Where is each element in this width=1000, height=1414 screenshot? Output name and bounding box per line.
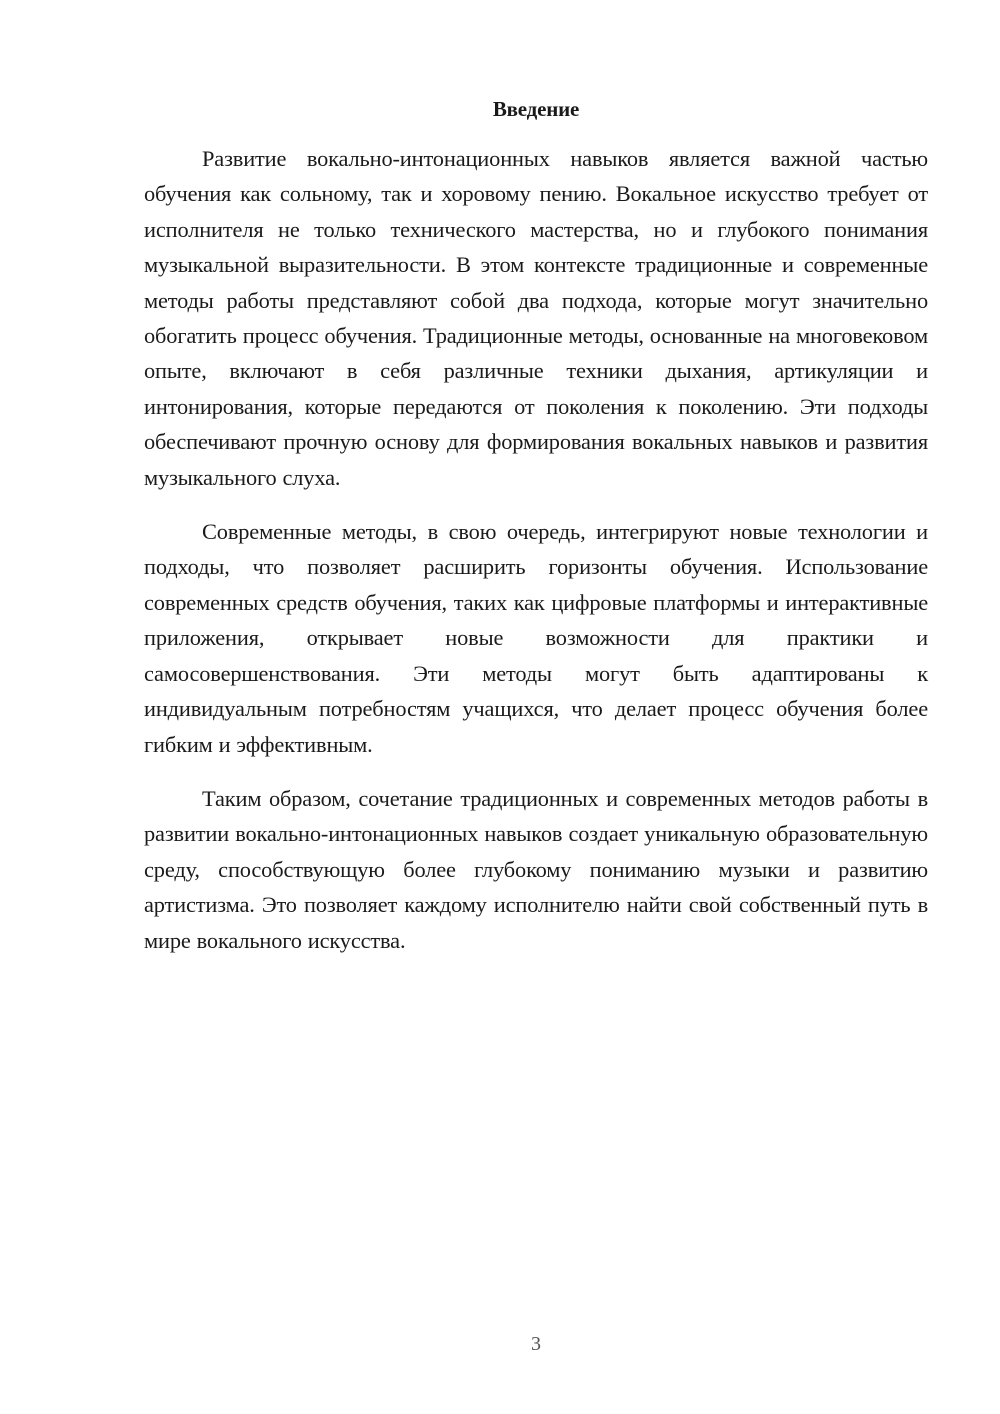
body-text — [144, 141, 928, 958]
paragraph-1: Развитие вокально-интонационных навыков является важной частью обучения как сольному, так и хоровому пению. Вокальное искусство требует от исполнителя не только технического мастерства, но и глубокого понимания музыкальной выразительности. В этом контексте традиционные и современные методы работы представляют собой два подхода, которые могут значительно обогатить процесс обучения. Традиционные методы, основанные на многовековом опыте, включают в себя различные техники дыхания, артикуляции и интонирования, которые передаются от поколения к поколению. Эти подходы обеспечивают прочную основу для формирования вокальных навыков и развития музыкального слуха. — [144, 146, 928, 490]
paragraph-3: Таким образом, сочетание традиционных и современных методов работы в развитии вокально-интонационных навыков создает уникальную образовательную среду, способствующую более глубокому пониманию музыки и развитию артистизма. Это позволяет каждому исполнителю найти свой собственный путь в мире вокального искусства. — [144, 785, 928, 953]
page-title: Введение — [492, 97, 580, 121]
paragraph-2: Современные методы, в свою очередь, интегрируют новые технологии и подходы, что позволяет расширить горизонты обучения. Использование современных средств обучения, таких как цифровые платформы и интерактивные приложения, открывает новые возможности для практики и самосовершенствования. Эти методы могут быть адаптированы к индивидуальным потребностям учащихся, что делает процесс обучения более гибким и эффективным. — [144, 519, 928, 757]
page-number: 3 — [531, 1333, 541, 1355]
